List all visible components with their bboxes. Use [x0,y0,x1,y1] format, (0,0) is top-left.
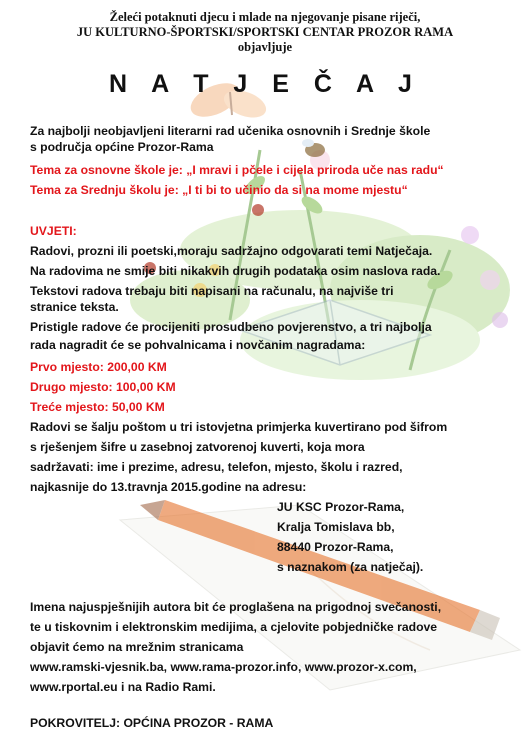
conditions-heading: UVJETI: [30,224,77,238]
sponsor-line: POKROVITELJ: OPĆINA PROZOR - RAMA [30,716,274,730]
condition-line: Na radovima ne smije biti nikakvih drugih podataka osim naslova rada. [30,264,441,278]
organizer-name: JU KULTURNO-ŠPORTSKI/SPORTSKI CENTAR PROZOR RAMA [76,25,454,39]
header-line-1: Želeći potaknuti djecu i mlade na njegovanje pisane riječi, [109,10,421,24]
condition-line: rada nagradit će se pohvalnicama i novčanim nagradama: [30,338,366,352]
submission-line: Radovi se šalju poštom u tri istovjetna primjerka kuvertirano pod šifrom [30,420,448,434]
prize-first: Prvo mjesto: 200,00 KM [30,360,167,374]
page-title: N A T J E Č A J [109,70,421,98]
condition-line: Radovi, prozni ili poetski,moraju sadržajno odgovarati temi Natječaja. [30,244,433,258]
theme-primary: Tema za osnovne škole je: „I mravi i pčele i cijela priroda uče nas radu“ [30,163,444,177]
address-line-2: Kralja Tomislava bb, [277,520,395,534]
announcement-line: objavit ćemo na mrežnim stranicama [30,640,244,654]
condition-line: stranice teksta. [30,300,119,314]
website-links-radio: www.rportal.eu i na Radio Rami. [30,680,216,694]
intro-line-2: s područja općine Prozor-Rama [30,140,214,154]
prize-third: Treće mjesto: 50,00 KM [30,400,165,414]
theme-secondary: Tema za Srednju školu je: „I ti bi to učinio da si na mome mjestu“ [30,183,408,197]
header-line-3: objavljuje [237,40,293,54]
address-line-4: s naznakom (za natječaj). [277,560,424,574]
address-line-3: 88440 Prozor-Rama, [277,540,394,554]
condition-line: Tekstovi radova trebaju biti napisani na računalu, na najviše tri [30,284,394,298]
condition-line: Pristigle radove će procijeniti prosudbeno povjerenstvo, a tri najbolja [30,320,432,334]
announcement-line: Imena najuspješnijih autora bit će proglašena na prigodnoj svečanosti, [30,600,442,614]
website-links: www.ramski-vjesnik.ba, www.rama-prozor.info, www.prozor-x.com, [30,660,417,674]
submission-line: sadržavati: ime i prezime, adresu, telefon, mjesto, školu i razred, [30,460,403,474]
intro-line-1: Za najbolji neobjavljeni literarni rad učenika osnovnih i Srednje škole [30,124,431,138]
submission-deadline: najkasnije do 13.travnja 2015.godine na adresu: [30,480,307,494]
submission-line: s rješenjem šifre u zasebnoj zatvorenoj kuverti, koja mora [30,440,365,454]
announcement-line: te u tiskovnim i elektronskim medijima, a cjelovite pobjedničke radove [30,620,438,634]
prize-second: Drugo mjesto: 100,00 KM [30,380,176,394]
address-line-1: JU KSC Prozor-Rama, [277,500,405,514]
bee-icon [302,139,325,157]
